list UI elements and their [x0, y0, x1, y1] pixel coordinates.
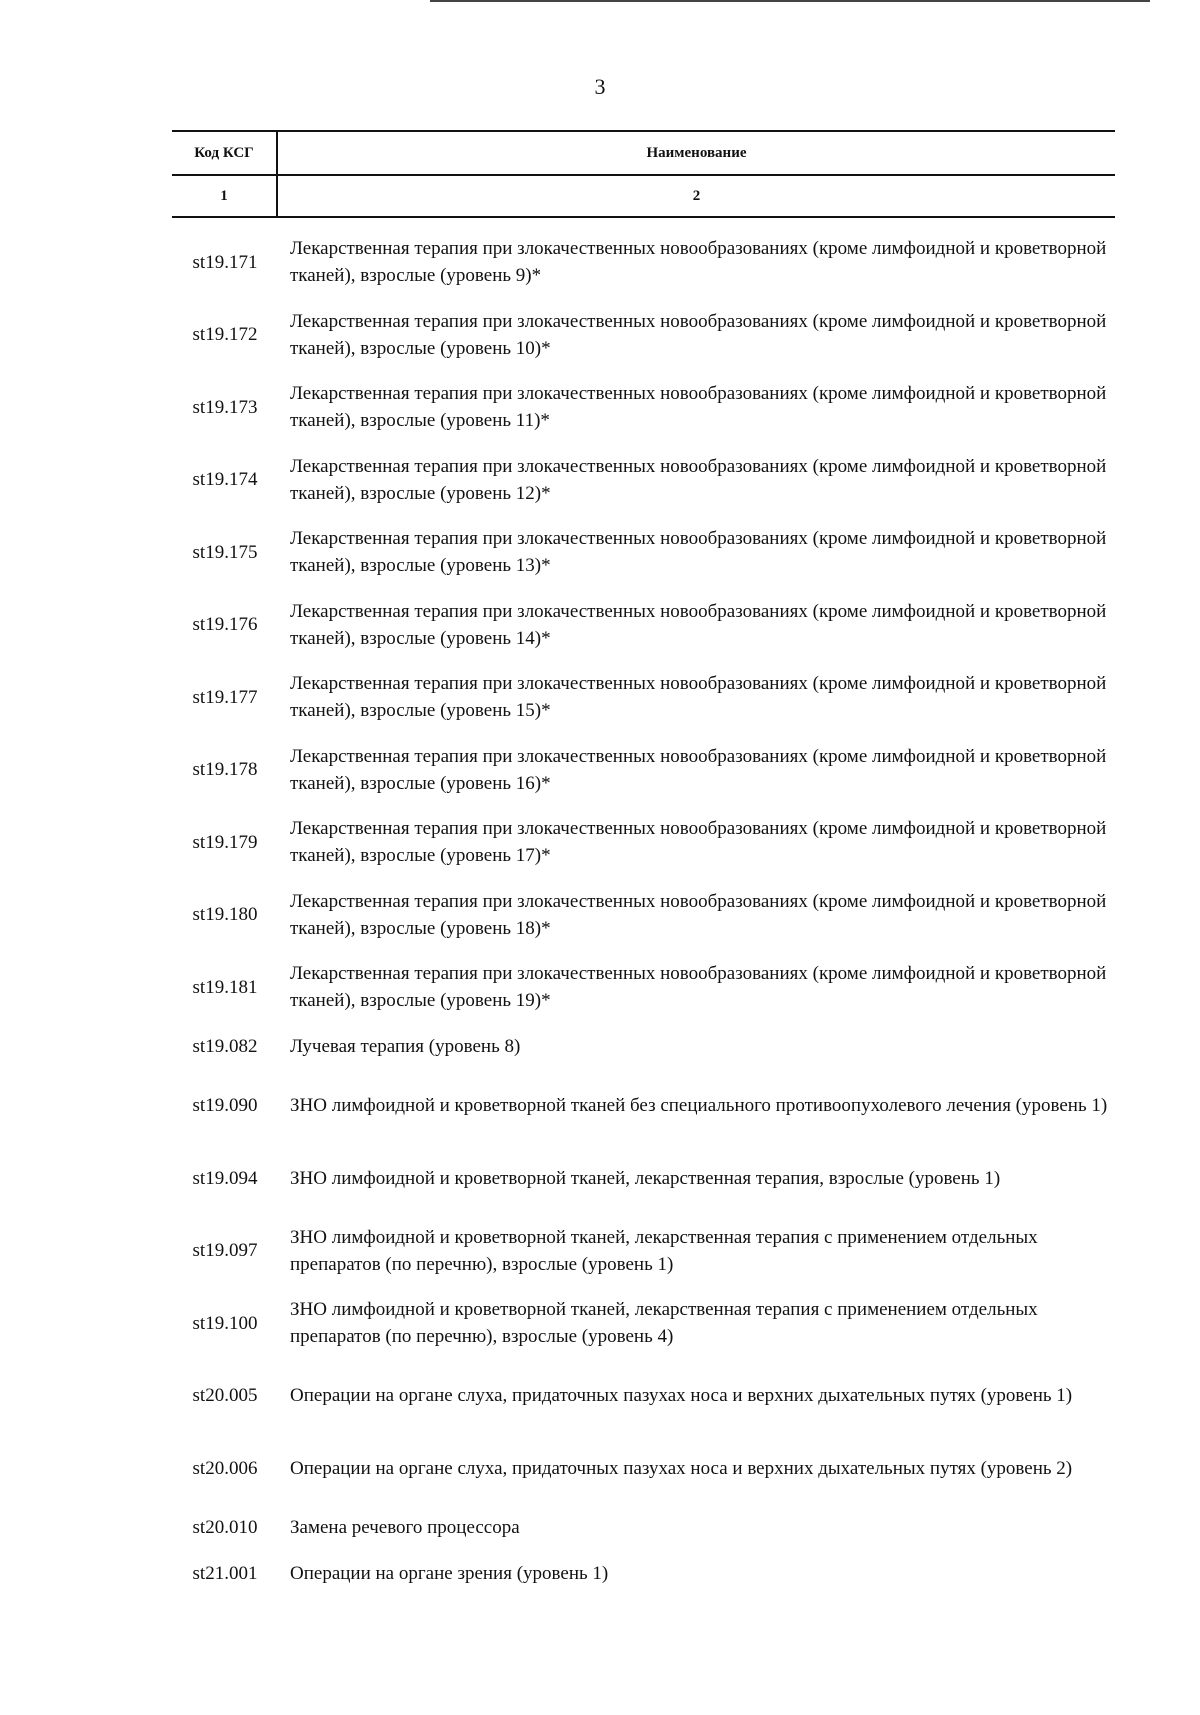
row-name: Лекарственная терапия при злокачественных новообразованиях (кроме лимфоидной и кроветворной тканей), взрослые (уровень 9)* [290, 238, 1107, 287]
ksg-table [172, 130, 1115, 1597]
row-name: Лекарственная терапия при злокачественных новообразованиях (кроме лимфоидной и кроветворной тканей), взрослые (уровень 13)* [290, 528, 1107, 577]
row-name: Лекарственная терапия при злокачественных новообразованиях (кроме лимфоидной и кроветворной тканей), взрослые (уровень 10)* [290, 310, 1107, 359]
top-rule [430, 0, 1150, 2]
table-row [172, 1360, 1115, 1433]
row-code: st19.175 [192, 541, 258, 563]
row-code: st19.100 [192, 1312, 258, 1334]
table-row [172, 444, 1115, 517]
row-code: st20.010 [192, 1517, 258, 1538]
table-row [172, 1215, 1115, 1288]
row-name: Лекарственная терапия при злокачественных новообразованиях (кроме лимфоидной и кроветворной тканей), взрослые (уровень 14)* [290, 600, 1107, 649]
table-row [172, 1287, 1115, 1360]
row-code: st19.174 [192, 469, 258, 491]
row-code: st19.090 [192, 1095, 258, 1117]
table-row [172, 1142, 1115, 1215]
table-row [172, 951, 1115, 1024]
row-code: st19.180 [192, 904, 258, 926]
row-name: Лекарственная терапия при злокачественных новообразованиях (кроме лимфоидной и кроветворной тканей), взрослые (уровень 15)* [290, 673, 1107, 722]
row-name: ЗНО лимфоидной и кроветворной тканей без специального противоопухолевого лечения (уровень 1) [290, 1095, 1108, 1117]
table-row [172, 1070, 1115, 1143]
row-name: Лекарственная терапия при злокачественных новообразованиях (кроме лимфоидной и кроветворной тканей), взрослые (уровень 16)* [290, 745, 1107, 794]
row-code: st19.173 [192, 396, 258, 418]
table-header-row [172, 130, 1115, 176]
table-body [172, 226, 1115, 1597]
table-row [172, 371, 1115, 444]
row-code: st19.082 [192, 1036, 258, 1057]
row-code: st19.181 [192, 976, 258, 998]
row-code: st20.006 [192, 1457, 258, 1479]
row-code: st19.176 [192, 614, 258, 636]
column-number-row [172, 176, 1115, 218]
row-name: Лекарственная терапия при злокачественных новообразованиях (кроме лимфоидной и кроветворной тканей), взрослые (уровень 17)* [290, 818, 1107, 867]
table-row [172, 806, 1115, 879]
row-name: Замена речевого процессора [290, 1517, 520, 1538]
row-name: ЗНО лимфоидной и кроветворной тканей, лекарственная терапия с применением отдельных препаратов (по перечню), взрослые (уровень 4) [290, 1299, 1038, 1348]
row-name: Операции на органе слуха, придаточных пазухах носа и верхних дыхательных путях (уровень 2) [290, 1457, 1073, 1479]
row-code: st19.171 [192, 251, 258, 273]
table-row [172, 1432, 1115, 1505]
row-name: Лучевая терапия (уровень 8) [290, 1036, 521, 1057]
table-row [172, 734, 1115, 807]
row-name: Лекарственная терапия при злокачественных новообразованиях (кроме лимфоидной и кроветворной тканей), взрослые (уровень 11)* [290, 383, 1107, 432]
row-code: st19.172 [192, 324, 258, 346]
row-code: st19.097 [192, 1240, 258, 1262]
row-name: Лекарственная терапия при злокачественных новообразованиях (кроме лимфоидной и кроветворной тканей), взрослые (уровень 18)* [290, 890, 1107, 939]
row-name: ЗНО лимфоидной и кроветворной тканей, лекарственная терапия, взрослые (уровень 1) [290, 1167, 1001, 1189]
table-row [172, 879, 1115, 952]
row-code: st19.178 [192, 759, 258, 781]
row-code: st20.005 [192, 1385, 258, 1407]
table-row [172, 226, 1115, 299]
page-number: 3 [594, 74, 606, 99]
row-name: Операции на органе слуха, придаточных пазухах носа и верхних дыхательных путях (уровень 1) [290, 1385, 1073, 1407]
row-name: ЗНО лимфоидной и кроветворной тканей, лекарственная терапия с применением отдельных препаратов (по перечню), взрослые (уровень 1) [290, 1226, 1038, 1275]
column-number-code: 1 [172, 176, 278, 216]
row-name: Операции на органе зрения (уровень 1) [290, 1563, 609, 1584]
header-name: Наименование [646, 144, 747, 161]
table-row [172, 589, 1115, 662]
table-row [172, 1505, 1115, 1551]
row-code: st19.094 [192, 1167, 258, 1189]
header-code: Код КСГ [172, 132, 278, 174]
column-number-name: 2 [692, 187, 701, 204]
row-name: Лекарственная терапия при злокачественных новообразованиях (кроме лимфоидной и кроветворной тканей), взрослые (уровень 19)* [290, 963, 1107, 1012]
table-row [172, 1551, 1115, 1597]
row-code: st21.001 [192, 1563, 258, 1584]
row-name: Лекарственная терапия при злокачественных новообразованиях (кроме лимфоидной и кроветворной тканей), взрослые (уровень 12)* [290, 455, 1107, 504]
row-code: st19.177 [192, 686, 258, 708]
table-row [172, 661, 1115, 734]
table-row [172, 1024, 1115, 1070]
table-row [172, 299, 1115, 372]
table-row [172, 516, 1115, 589]
row-code: st19.179 [192, 831, 258, 853]
